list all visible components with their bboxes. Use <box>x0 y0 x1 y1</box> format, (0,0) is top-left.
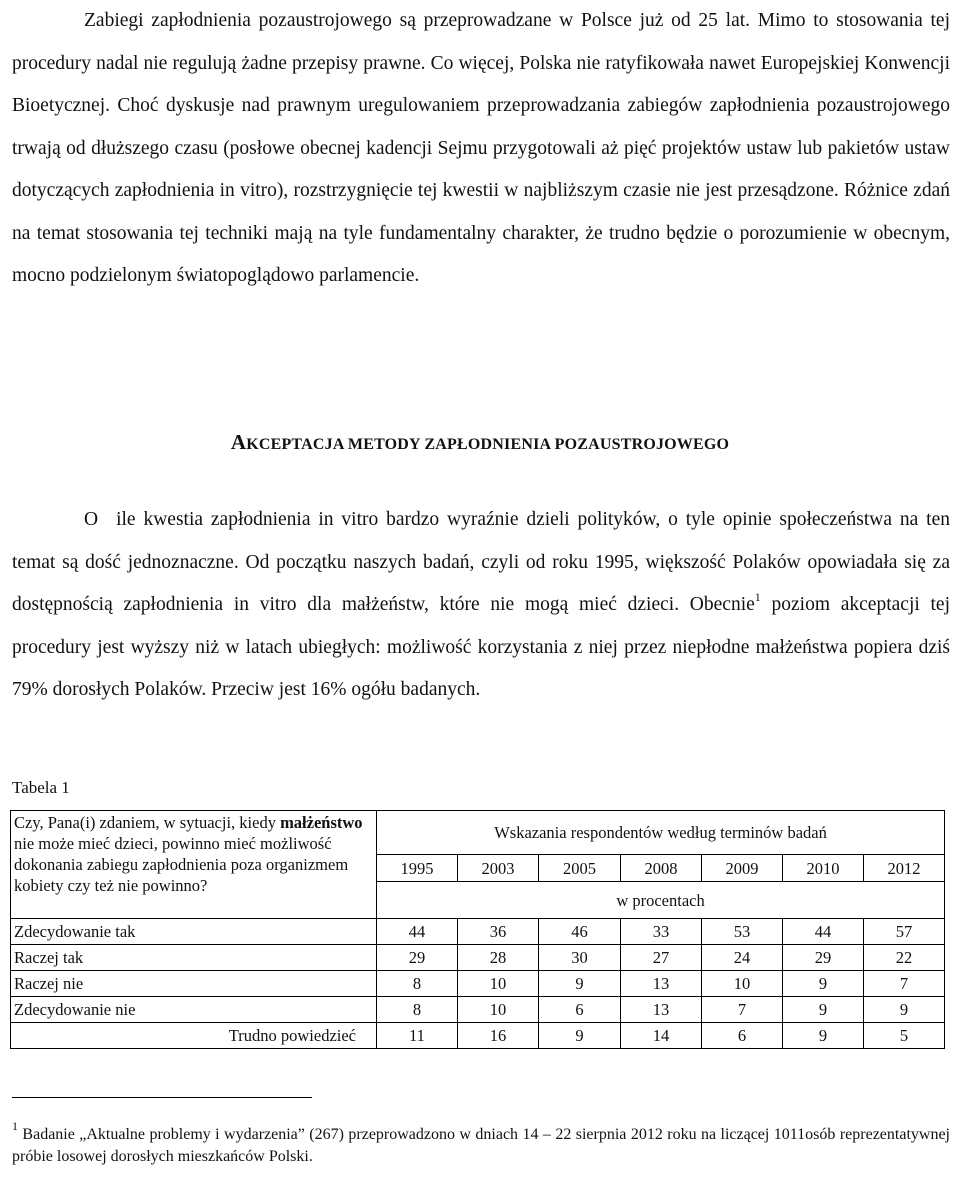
paragraph-initial-letter: O <box>84 509 99 530</box>
table-cell: 36 <box>458 919 539 945</box>
table-cell: 11 <box>377 1023 458 1049</box>
table-cell: 14 <box>621 1023 702 1049</box>
table-header-title: Wskazania respondentów według terminów badań <box>377 811 945 855</box>
survey-table <box>10 810 945 1049</box>
question-bold-word: małżeństwo <box>280 813 363 832</box>
table-cell: 7 <box>864 971 945 997</box>
footnote <box>12 1118 950 1168</box>
table-row <box>11 1023 945 1049</box>
paragraph-text-part2: poziom akceptacji tej procedury jest wyższy niż w latach ubiegłych: możliwość korzystania z niej przez niepłodne małżeństwa popiera dziś 79% dorosłych Polaków. Przeciw jest 16% ogółu badanych. <box>12 594 951 700</box>
table-cell: 22 <box>864 945 945 971</box>
table-cell: 10 <box>702 971 783 997</box>
table-cell: 10 <box>458 971 539 997</box>
year-header: 2003 <box>458 855 539 882</box>
row-label: Raczej nie <box>11 971 377 997</box>
row-label: Raczej tak <box>11 945 377 971</box>
table-cell: 57 <box>864 919 945 945</box>
table-caption: Tabela 1 <box>12 778 70 797</box>
table-cell: 13 <box>621 997 702 1023</box>
table-row <box>11 971 945 997</box>
unit-label: w procentach <box>377 882 945 919</box>
intro-paragraph: Zabiegi zapłodnienia pozaustrojowego są przeprowadzane w Polsce już od 25 lat. Mimo to stosowania tej procedury nadal nie regulują żadne przepisy prawne. Co więcej, Polska nie ratyfikowała nawet Europejskiej Konwencji Bioetycznej. Choć dyskusje nad prawnym uregulowaniem przeprowadzania zabiegów zapłodnienia pozaustrojowego trwają od dłuższego czasu (posłowe obecnej kadencji Sejmu przygotowali aż pięć projektów ustaw lub pakietów ustaw dotyczących zapłodnienia in vitro), rozstrzygnięcie tej kwestii w najbliższym czasie nie jest przesądzone. Różnice zdań na temat stosowania tej techniki mają na tyle fundamentalny charakter, że trudno będzie o porozumienie w obecnym, mocno podzielonym światopoglądowo parlamencie. <box>12 10 950 286</box>
table-cell: 16 <box>458 1023 539 1049</box>
footnote-reference: 1 <box>754 589 761 604</box>
table-cell: 6 <box>702 1023 783 1049</box>
footnote-mark: 1 <box>12 1118 18 1133</box>
footnote-divider <box>12 1097 312 1098</box>
table-cell: 44 <box>377 919 458 945</box>
survey-question: Czy, Pana(i) zdaniem, w sytuacji, kiedy małżeństwo nie może mieć dzieci, powinno mieć możliwość dokonania zabiegu zapłodnienia poza organizmem kobiety czy też nie powinno? <box>11 811 377 919</box>
section-heading <box>0 430 960 455</box>
table-row <box>11 945 945 971</box>
table-cell: 7 <box>702 997 783 1023</box>
table-cell: 28 <box>458 945 539 971</box>
table-cell: 44 <box>783 919 864 945</box>
table-cell: 33 <box>621 919 702 945</box>
year-header: 2005 <box>539 855 621 882</box>
row-label: Trudno powiedzieć <box>11 1023 377 1049</box>
table-cell: 6 <box>539 997 621 1023</box>
table-cell: 9 <box>539 1023 621 1049</box>
table-cell: 8 <box>377 997 458 1023</box>
table-cell: 9 <box>539 971 621 997</box>
table-cell: 9 <box>864 997 945 1023</box>
row-label: Zdecydowanie tak <box>11 919 377 945</box>
table-cell: 9 <box>783 997 864 1023</box>
paragraph-text-part1: ile kwestia zapłodnienia in vitro bardzo wyraźnie dzieli polityków, o tyle opinie społeczeństwa na ten temat są dość jednoznaczne. Od początku naszych badań, czyli od roku 1995, większość Polaków opowiadała się za dostępnością zapłodnienia in vitro dla małżeństw, które nie mogą mieć dzieci. Obecnie <box>12 509 950 615</box>
table-row <box>11 919 945 945</box>
row-label: Zdecydowanie nie <box>11 997 377 1023</box>
acceptance-paragraph <box>12 499 950 712</box>
table-cell: 9 <box>783 971 864 997</box>
table-cell: 10 <box>458 997 539 1023</box>
table-row <box>11 997 945 1023</box>
table-cell: 29 <box>377 945 458 971</box>
table-cell: 13 <box>621 971 702 997</box>
year-header: 1995 <box>377 855 458 882</box>
year-header: 2009 <box>702 855 783 882</box>
table-cell: 53 <box>702 919 783 945</box>
table-cell: 46 <box>539 919 621 945</box>
table-cell: 27 <box>621 945 702 971</box>
table-cell: 29 <box>783 945 864 971</box>
year-header: 2010 <box>783 855 864 882</box>
table-cell: 5 <box>864 1023 945 1049</box>
footnote-text: Badanie „Aktualne problemy i wydarzenia” (267) przeprowadzono w dniach 14 – 22 sierpnia 2012 roku na liczącej 1011osób reprezentatywnej próbie losowej dorosłych mieszkańców Polski. <box>12 1126 950 1165</box>
table-cell: 24 <box>702 945 783 971</box>
heading-rest: KCEPTACJA METODY ZAPŁODNIENIA POZAUSTROJOWEGO <box>246 436 730 453</box>
table-cell: 30 <box>539 945 621 971</box>
year-header: 2008 <box>621 855 702 882</box>
table-cell: 8 <box>377 971 458 997</box>
table-cell: 9 <box>783 1023 864 1049</box>
heading-first-letter: A <box>230 430 247 454</box>
year-header: 2012 <box>864 855 945 882</box>
